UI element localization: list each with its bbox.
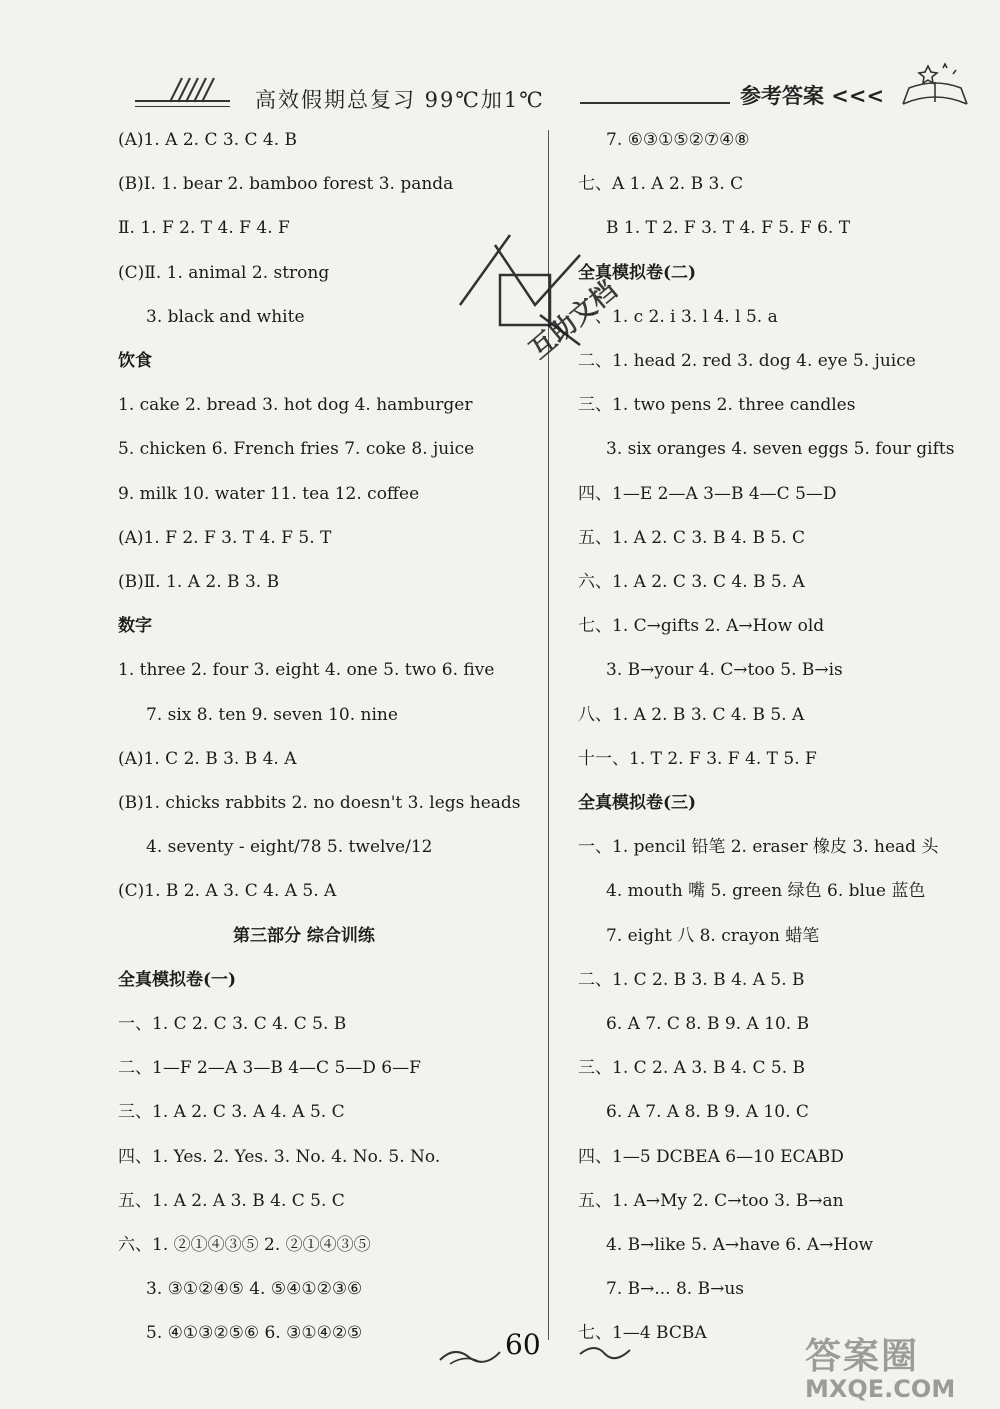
speed-lines-icon: [160, 72, 230, 108]
section-heading: 全真模拟卷(二): [578, 262, 697, 283]
answer-line: 七、A 1. A 2. B 3. C: [578, 174, 744, 195]
answer-line: 一、1. pencil 铅笔 2. eraser 橡皮 3. head 头: [578, 837, 939, 858]
answer-line: 4. mouth 嘴 5. green 绿色 6. blue 蓝色: [606, 881, 926, 902]
answer-line: 七、1. C→gifts 2. A→How old: [578, 616, 825, 637]
answer-line: 3. ③①②④⑤ 4. ⑤④①②③⑥: [146, 1279, 363, 1300]
answer-line: (B)1. chicks rabbits 2. no doesn't 3. legs heads: [118, 793, 521, 813]
answer-line: 3. six oranges 4. seven eggs 5. four gifts: [606, 439, 955, 460]
answer-line: 三、1. two pens 2. three candles: [578, 395, 856, 416]
answer-line: 一、1. c 2. i 3. l 4. l 5. a: [578, 306, 778, 327]
answer-line: 4. seventy - eight/78 5. twelve/12: [146, 837, 433, 858]
answer-line: (A)1. C 2. B 3. B 4. A: [118, 748, 297, 769]
answer-line: 6. A 7. A 8. B 9. A 10. C: [606, 1102, 809, 1123]
answer-line: 二、1. C 2. B 3. B 4. A 5. B: [578, 969, 805, 990]
answer-line: 5. chicken 6. French fries 7. coke 8. juice: [118, 439, 475, 460]
answer-line: 八、1. A 2. B 3. C 4. B 5. A: [578, 704, 805, 725]
answer-line: 1. cake 2. bread 3. hot dog 4. hamburger: [118, 395, 473, 416]
answer-line: 一、1. C 2. C 3. C 4. C 5. B: [118, 1014, 347, 1034]
header-rule-left: [135, 100, 230, 102]
header-rule-left-thin: [135, 106, 230, 107]
answer-line: 五、1. A 2. A 3. B 4. C 5. C: [118, 1190, 345, 1211]
answer-line: 4. B→like 5. A→have 6. A→How: [606, 1235, 874, 1255]
answer-line: B 1. T 2. F 3. T 4. F 5. F 6. T: [606, 218, 851, 239]
page-number: 60: [505, 1328, 541, 1361]
answer-line: 三、1. C 2. A 3. B 4. C 5. B: [578, 1058, 806, 1079]
footer-ornament-right-icon: [575, 1340, 635, 1370]
book-star-icon: [895, 60, 975, 110]
answer-line: 3. black and white: [146, 306, 305, 327]
section-heading: 第三部分 综合训练: [233, 925, 375, 946]
answer-line: (B)Ⅰ. 1. bear 2. bamboo forest 3. panda: [118, 174, 454, 195]
header-rule-right: [580, 102, 730, 104]
answer-line: (B)Ⅱ. 1. A 2. B 3. B: [118, 572, 280, 592]
answer-line: 三、1. A 2. C 3. A 4. A 5. C: [118, 1102, 345, 1123]
answer-line: (A)1. A 2. C 3. C 4. B: [118, 130, 298, 150]
answer-line: 四、1—E 2—A 3—B 4—C 5—D: [578, 483, 837, 504]
answer-line: 六、1. A 2. C 3. C 4. B 5. A: [578, 572, 805, 592]
page-header: [0, 60, 1000, 120]
header-answer-label: 参考答案 <<<: [740, 83, 885, 108]
section-heading: 数字: [118, 616, 152, 637]
answer-line: 二、1. head 2. red 3. dog 4. eye 5. juice: [578, 351, 916, 371]
answer-line: 6. A 7. C 8. B 9. A 10. B: [606, 1014, 810, 1034]
section-heading: 全真模拟卷(一): [118, 969, 237, 990]
footer-ornament-left-icon: [435, 1340, 505, 1370]
section-heading: 饮食: [118, 351, 152, 371]
answer-line: 1. three 2. four 3. eight 4. one 5. two 6. five: [118, 660, 495, 681]
watermark-text: 互助文档: [524, 275, 624, 366]
answer-line: (A)1. F 2. F 3. T 4. F 5. T: [118, 527, 332, 548]
answer-line: 3. B→your 4. C→too 5. B→is: [606, 660, 843, 681]
answer-line: (C)Ⅱ. 1. animal 2. strong: [118, 262, 330, 283]
answer-line: 七、1—4 BCBA: [578, 1323, 707, 1344]
answer-line: Ⅱ. 1. F 2. T 4. F 4. F: [118, 218, 290, 239]
brand-logo-text: 答案圈: [805, 1335, 920, 1377]
answer-line: 7. B→... 8. B→us: [606, 1279, 745, 1300]
answer-line: 5. ④①③②⑤⑥ 6. ③①④②⑤: [146, 1323, 363, 1344]
answer-line: 7. ⑥③①⑤②⑦④⑧: [606, 130, 750, 150]
answer-line: 7. eight 八 8. crayon 蜡笔: [606, 925, 820, 946]
answer-line: 7. six 8. ten 9. seven 10. nine: [146, 704, 398, 725]
answer-line: 9. milk 10. water 11. tea 12. coffee: [118, 483, 420, 504]
answer-line: 五、1. A 2. C 3. B 4. B 5. C: [578, 527, 806, 548]
answer-line: 二、1—F 2—A 3—B 4—C 5—D 6—F: [118, 1058, 421, 1079]
answer-line: 四、1—5 DCBEA 6—10 ECABD: [578, 1146, 844, 1167]
brand-logo: [805, 1328, 955, 1403]
section-heading: 全真模拟卷(三): [578, 793, 697, 813]
answer-line: 四、1. Yes. 2. Yes. 3. No. 4. No. 5. No.: [118, 1146, 441, 1167]
header-title: 高效假期总复习 99℃加1℃: [255, 88, 545, 112]
brand-logo-url: MXQE.COM: [805, 1375, 956, 1403]
answer-line: (C)1. B 2. A 3. C 4. A 5. A: [118, 881, 337, 902]
answer-line: 十一、1. T 2. F 3. F 4. T 5. F: [578, 748, 817, 769]
answer-line: 六、1. ②①④③⑤ 2. ②①④③⑤: [118, 1235, 371, 1255]
answer-line: 五、1. A→My 2. C→too 3. B→an: [578, 1190, 844, 1211]
